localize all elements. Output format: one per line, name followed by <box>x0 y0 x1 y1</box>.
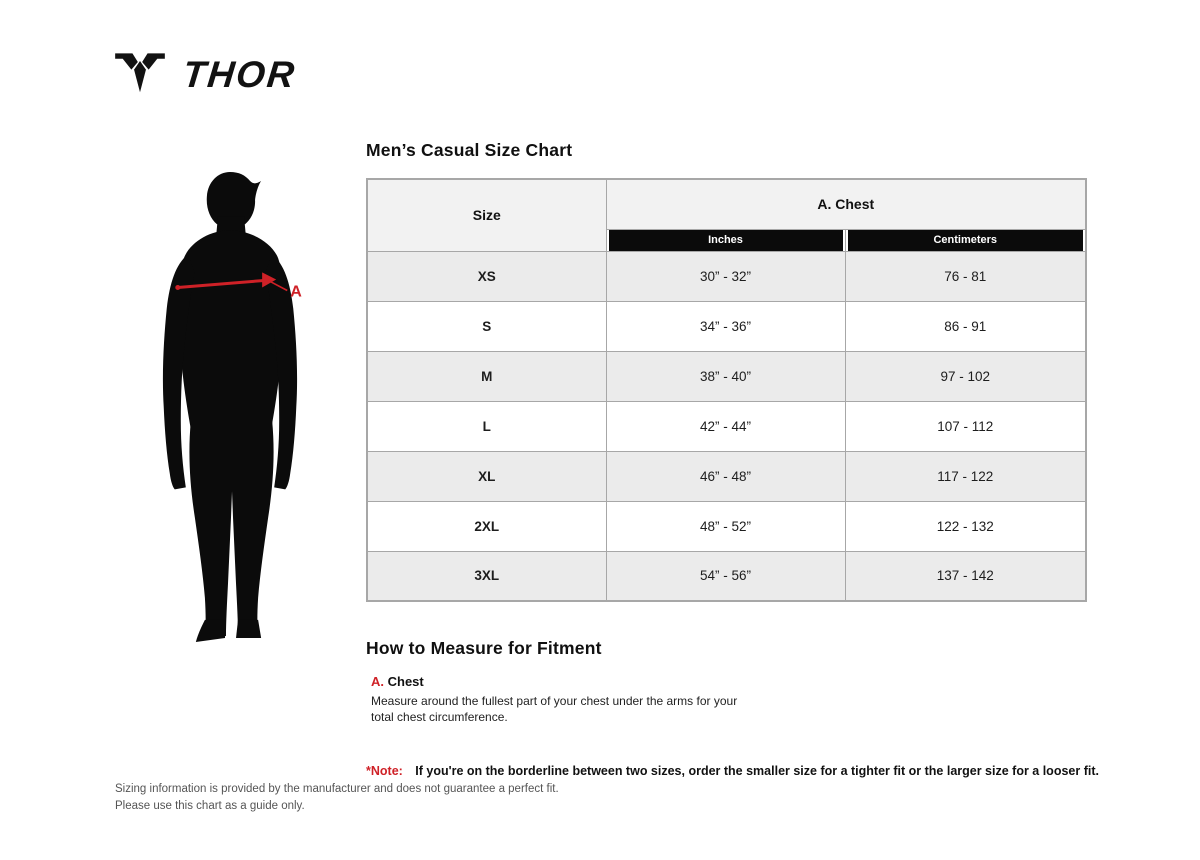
size-cell: L <box>367 401 606 451</box>
inches-cell: 48” - 52” <box>606 501 845 551</box>
size-row-l <box>367 401 1086 451</box>
centimeters-cell: 97 - 102 <box>845 351 1086 401</box>
measure-item-key: A. <box>371 674 384 689</box>
note-text: If you're on the borderline between two sizes, order the smaller size for a tighter fit or the larger size for a looser fit. <box>415 763 1099 778</box>
size-chart-title: Men’s Casual Size Chart <box>366 140 573 160</box>
size-cell: XL <box>367 451 606 501</box>
inches-cell: 30” - 32” <box>606 251 845 301</box>
fit-note <box>366 764 1099 778</box>
table-header-row <box>367 179 1086 229</box>
size-cell: 2XL <box>367 501 606 551</box>
inches-cell: 54” - 56” <box>606 551 845 601</box>
size-row-2xl <box>367 501 1086 551</box>
measure-item-description: Measure around the fullest part of your chest under the arms for your total chest circumference. <box>371 694 738 724</box>
inches-cell: 46” - 48” <box>606 451 845 501</box>
column-header-size: Size <box>367 179 606 251</box>
chest-marker-label: A <box>290 282 302 301</box>
size-cell: 3XL <box>367 551 606 601</box>
size-row-3xl <box>367 551 1086 601</box>
centimeters-cell: 76 - 81 <box>845 251 1086 301</box>
thor-horns-icon <box>113 50 167 100</box>
centimeters-cell: 122 - 132 <box>845 501 1086 551</box>
column-header-centimeters: Centimeters <box>845 229 1086 251</box>
size-row-m <box>367 351 1086 401</box>
centimeters-cell: 107 - 112 <box>845 401 1086 451</box>
thor-logo <box>113 50 299 100</box>
centimeters-cell: 86 - 91 <box>845 301 1086 351</box>
measure-item-name: Chest <box>387 674 424 689</box>
size-row-s <box>367 301 1086 351</box>
note-prefix: *Note: <box>366 763 403 778</box>
measure-item-chest <box>371 674 763 726</box>
thor-wordmark: THOR <box>180 54 299 95</box>
column-header-inches: Inches <box>606 229 845 251</box>
size-row-xs <box>367 251 1086 301</box>
size-row-xl <box>367 451 1086 501</box>
body-silhouette-figure <box>148 168 312 648</box>
male-silhouette-icon <box>148 168 312 648</box>
measure-section-title: How to Measure for Fitment <box>366 638 602 658</box>
inches-cell: 34” - 36” <box>606 301 845 351</box>
size-chart-table <box>366 178 1087 602</box>
disclaimer-line-2: Please use this chart as a guide only. <box>115 799 305 812</box>
inches-cell: 42” - 44” <box>606 401 845 451</box>
centimeters-cell: 137 - 142 <box>845 551 1086 601</box>
column-header-chest: A. Chest <box>606 179 1086 229</box>
disclaimer-line-1: Sizing information is provided by the manufacturer and does not guarantee a perfect fit. <box>115 783 559 795</box>
size-cell: M <box>367 351 606 401</box>
size-cell: XS <box>367 251 606 301</box>
size-cell: S <box>367 301 606 351</box>
measure-item-label <box>371 674 763 689</box>
inches-cell: 38” - 40” <box>606 351 845 401</box>
centimeters-cell: 117 - 122 <box>845 451 1086 501</box>
disclaimer <box>115 781 559 814</box>
